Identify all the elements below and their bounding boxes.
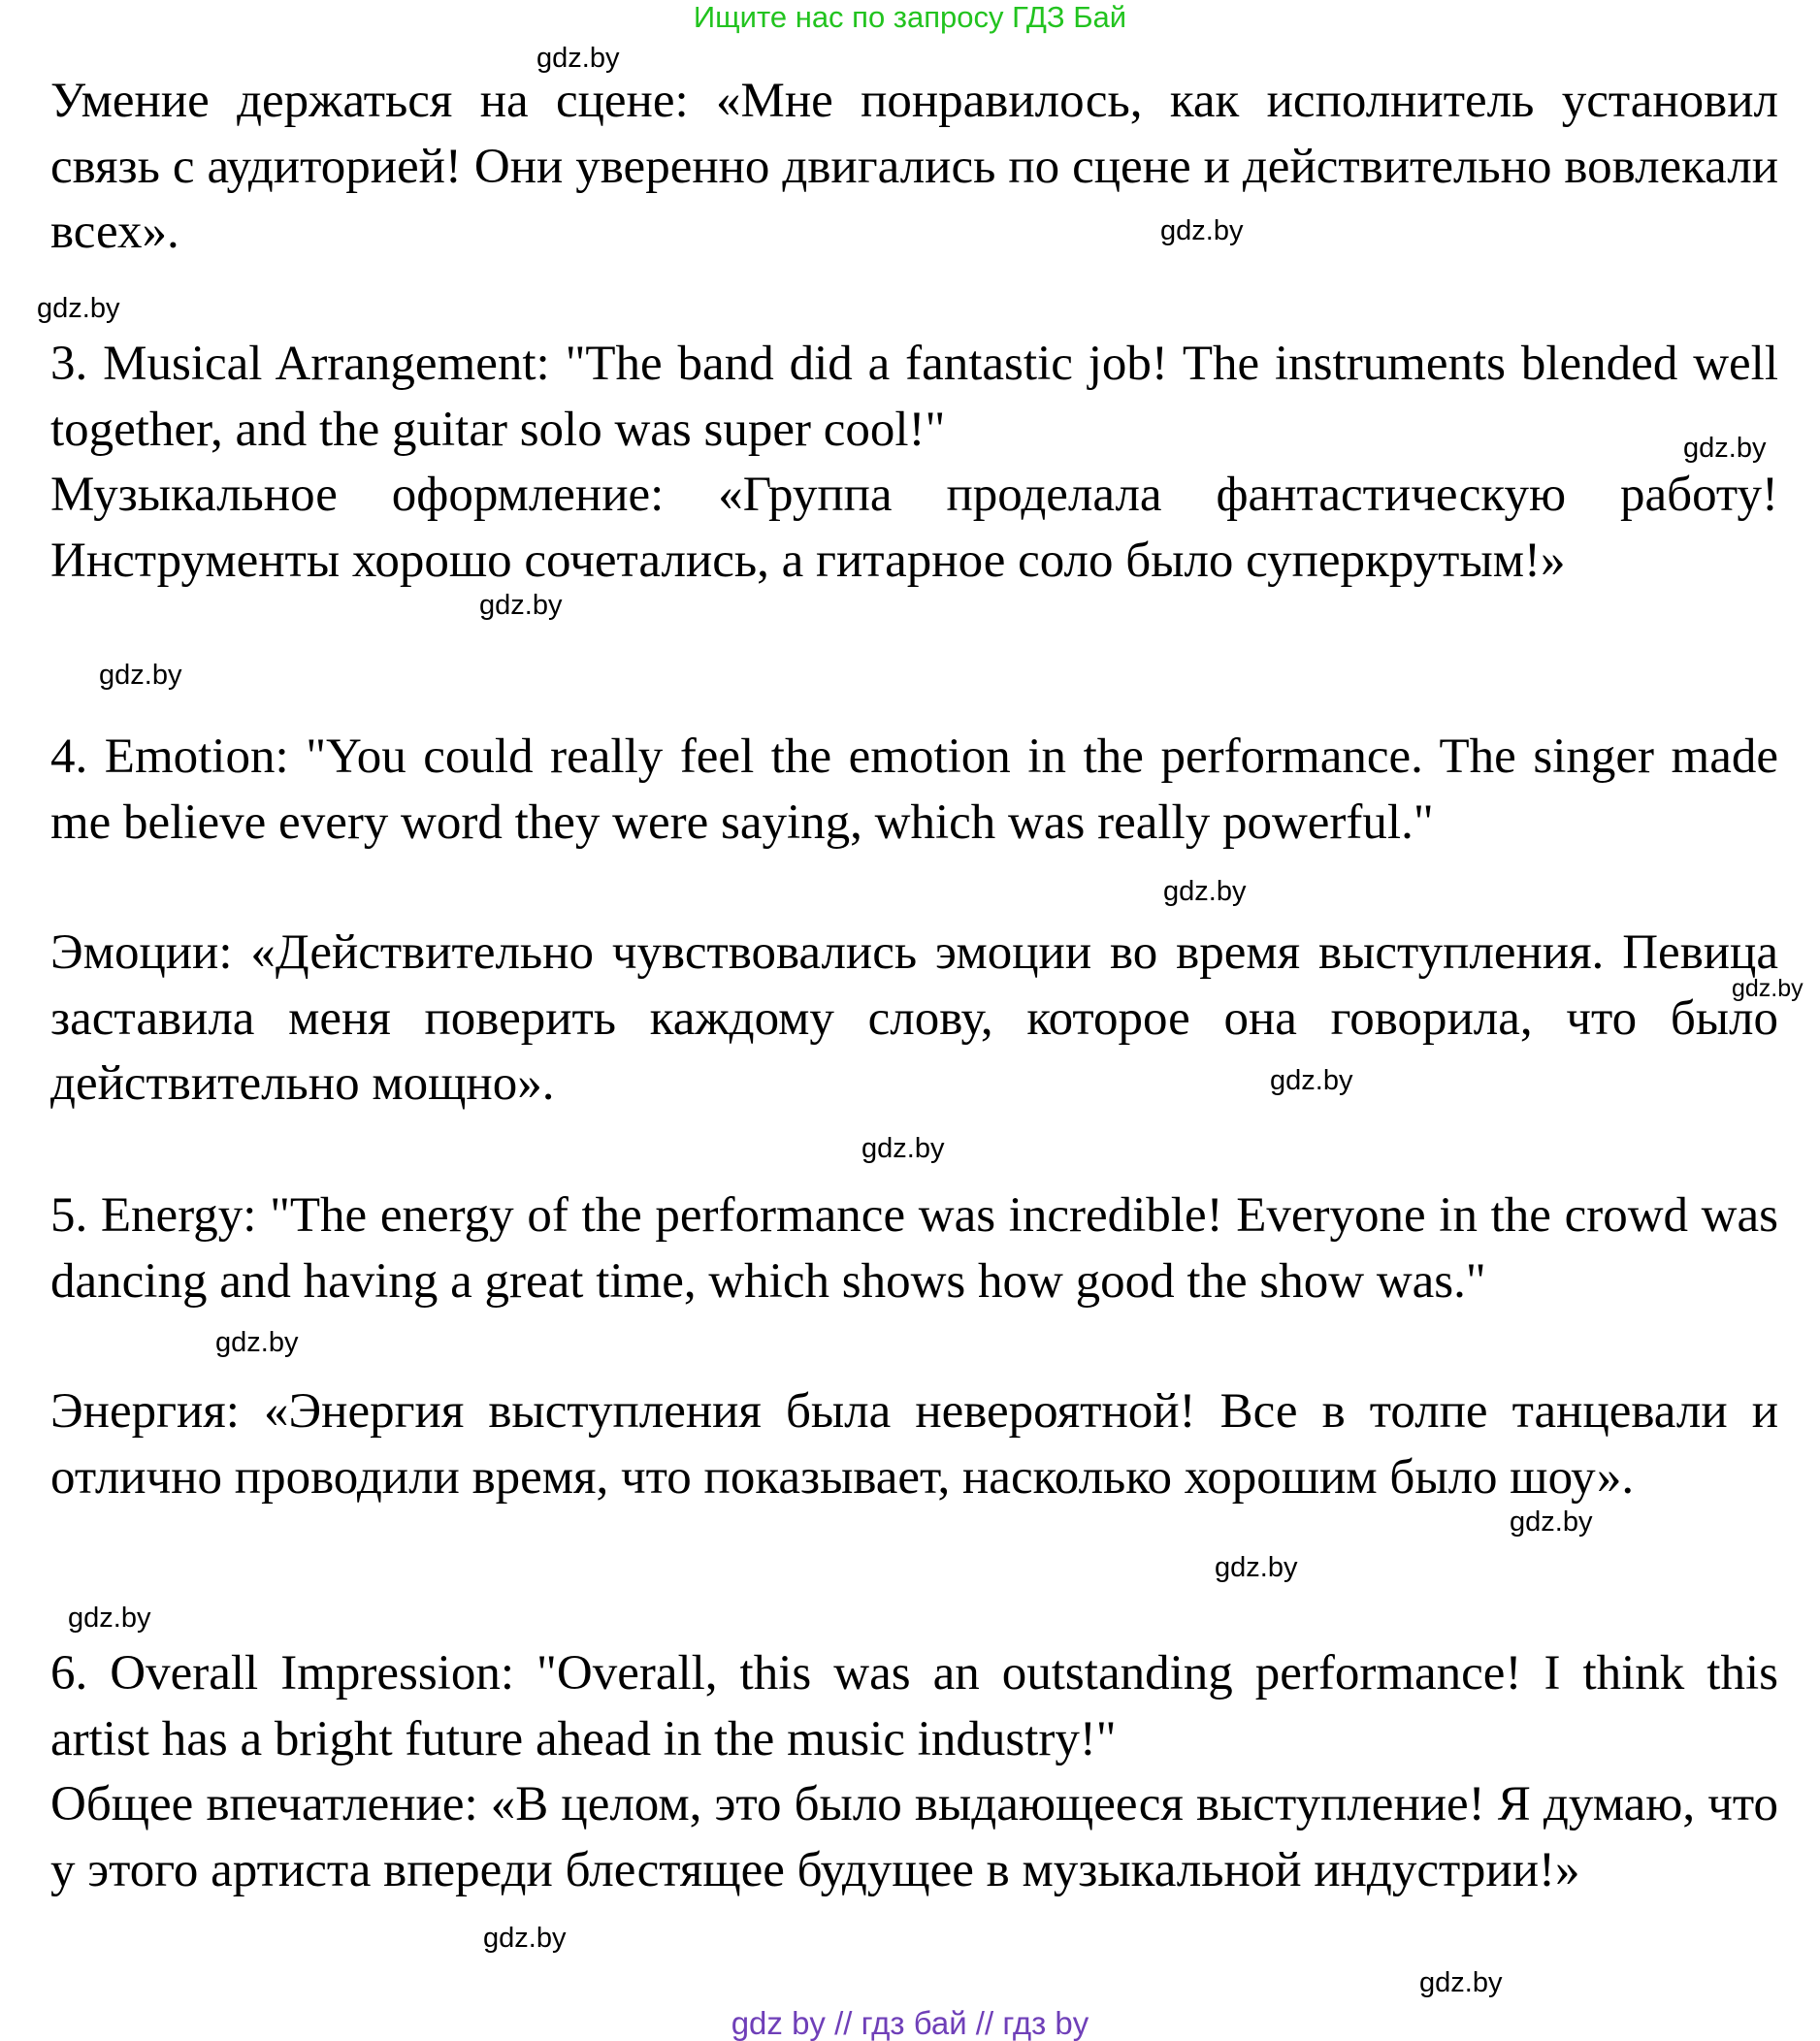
watermark: gdz.by [1270, 1065, 1353, 1096]
watermark: gdz.by [1510, 1506, 1593, 1538]
overall-impression-en: 6. Overall Impression: "Overall, this was an outstanding performance! I think this artist has a bright future ahead in the music industry!" [50, 1646, 1778, 1766]
watermark: gdz.by [99, 660, 182, 691]
watermark: gdz.by [1732, 975, 1804, 1002]
watermark: gdz.by [37, 293, 120, 324]
footer-links: gdz by // гдз бай // гдз by [731, 2005, 1089, 2041]
emotion-ru: Эмоции: «Действительно чувствовались эмоции во время выступления. Певица заставила меня поверить каждому слову, которое она говорила, что было действительно мощно». [50, 925, 1778, 1111]
top-banner: Ищите нас по запросу ГДЗ Бай [693, 0, 1127, 34]
watermark: gdz.by [1160, 215, 1244, 246]
stage-presence-ru: Умение держаться на сцене: «Мне понравилось, как исполнитель установил связь с аудиторией! Они уверенно двигались по сцене и действительно вовлекали всех». [50, 74, 1778, 259]
watermark: gdz.by [483, 1923, 567, 1954]
overall-impression-ru: Общее впечатление: «В целом, это было выдающееся выступление! Я думаю, что у этого артиста впереди блестящее будущее в музыкальной индустрии!» [50, 1777, 1778, 1897]
watermark: gdz.by [215, 1327, 299, 1358]
watermark: gdz.by [1215, 1552, 1298, 1583]
watermark: gdz.by [861, 1133, 945, 1164]
energy-en: 5. Energy: "The energy of the performance was incredible! Everyone in the crowd was dancing and having a great time, which shows how good the show was." [50, 1188, 1778, 1309]
watermark: gdz.by [1163, 876, 1247, 907]
watermark: gdz.by [536, 43, 620, 74]
energy-ru: Энергия: «Энергия выступления была невероятной! Все в толпе танцевали и отлично проводили время, что показывает, насколько хорошим было шоу». [50, 1384, 1778, 1505]
musical-arrangement-en: 3. Musical Arrangement: "The band did a fantastic job! The instruments blended well together, and the guitar solo was super cool!" [50, 337, 1778, 457]
watermark: gdz.by [479, 590, 563, 621]
emotion-en: 4. Emotion: "You could really feel the emotion in the performance. The singer made me believe every word they were saying, which was really powerful." [50, 729, 1778, 850]
watermark: gdz.by [68, 1603, 151, 1634]
musical-arrangement-ru: Музыкальное оформление: «Группа проделала фантастическую работу! Инструменты хорошо сочетались, а гитарное соло было суперкрутым!» [50, 468, 1778, 588]
watermark: gdz.by [1683, 433, 1767, 464]
watermark: gdz.by [1419, 1967, 1503, 1998]
